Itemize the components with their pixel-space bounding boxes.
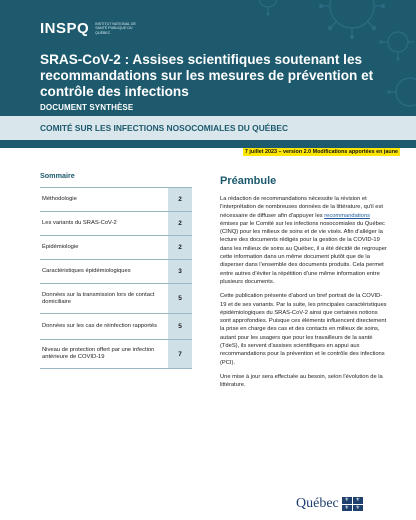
document-title: SRAS-CoV-2 : Assises scientifiques soutenant les recommandations sur les mesures de prévention et contrôle des infections — [40, 52, 374, 99]
header-banner — [0, 0, 416, 148]
fleur-de-lis-flag-icon: ⚜ ⚜ ⚜ ⚜ — [342, 497, 363, 511]
toc-item[interactable] — [40, 235, 192, 259]
toc-item-page: 5 — [168, 284, 192, 313]
preamble-heading: Préambule — [220, 175, 277, 187]
toc-item-page: 2 — [168, 212, 192, 235]
toc-item-label: Niveau de protection offert par une infection antérieure de COVID-19 — [42, 347, 155, 360]
toc-item[interactable] — [40, 339, 192, 369]
toc-item[interactable] — [40, 259, 192, 283]
logo-subtitle: INSTITUT NATIONAL DE SANTÉ PUBLIQUE DU QUÉBEC — [95, 21, 136, 35]
committee-name: COMITÉ SUR LES INFECTIONS NOSOCOMIALES DU QUÉBEC — [40, 123, 289, 133]
preamble-paragraph-1 — [220, 195, 388, 286]
preamble-paragraph-3: Une mise à jour sera effectuée au besoin, selon l'évolution de la littérature. — [220, 373, 383, 389]
logo-text: INSPQ — [40, 20, 90, 37]
recommendations-link[interactable]: recommandations — [324, 212, 370, 219]
toc-item-page: 7 — [168, 340, 192, 368]
toc-item[interactable] — [40, 313, 192, 339]
preamble-p1-text-b: émises par le Comité sur les infections nosocomiales du Québec (CINQ) pour les milieux de soins et de vie visés. Afin d'alléger la lecture des documents rédigés pour la gestion de la COVID-19 dans les milieux de soins au Québec, il a été décidé de regrouper cette information dans un même document plutôt que de la disperser dans l'ensemble des documents produits. Cela permet entre autres d'éviter la répétition d'une même information entre plusieurs documents. — [220, 220, 387, 285]
document-type: DOCUMENT SYNTHÈSE — [40, 103, 134, 112]
toc-heading: Sommaire — [40, 171, 75, 180]
toc-item-page: 3 — [168, 260, 192, 283]
toc-item[interactable] — [40, 211, 192, 235]
toc-item-page: 5 — [168, 314, 192, 339]
toc-item-label: Épidémiologie — [42, 244, 79, 250]
preamble-paragraph-2: Cette publication présente d'abord un bref portrait de la COVID-19 et de ses variants. Par la suite, les principales caractéristiques épidémiologiques du SRAS-CoV-2 ainsi que certaines notions sont approfondies. Puisque ces éléments influencent directement la prise en charge des cas et des contacts en milieux de soins, autant pour les usagers que pour les travailleurs de la santé (TdeS), ils servent d'assises scientifiques en appui aux recommandations pour la prévention et le contrôle des infections (PCI). — [220, 293, 387, 366]
toc-item-label: Les variants du SRAS-CoV-2 — [42, 220, 117, 226]
toc-item-label: Données sur les cas de réinfection rapportés — [42, 323, 158, 329]
quebec-wordmark: Québec — [296, 496, 339, 511]
quebec-logo — [296, 496, 363, 512]
preamble-section — [220, 175, 388, 396]
table-of-contents — [40, 171, 192, 369]
toc-item[interactable] — [40, 187, 192, 211]
toc-item-page: 2 — [168, 236, 192, 259]
toc-item-label: Données sur la transmission lors de contact domiciliaire — [42, 291, 155, 305]
preamble-p1-text-a: La rédaction de recommandations nécessite la révision et l'interprétation de nombreuses données de la littérature, qu'il est nécessaire de diffuser afin d'appuyer les — [220, 196, 383, 219]
toc-item-label: Caractéristiques épidémiologiques — [42, 268, 131, 274]
toc-item-label: Méthodologie — [42, 196, 77, 202]
toc-item[interactable] — [40, 283, 192, 313]
committee-band — [0, 116, 416, 140]
toc-item-page: 2 — [168, 188, 192, 211]
version-note: 7 juillet 2023 – version 2.0 Modifications apportées en jaune — [244, 149, 398, 155]
inspq-logo — [40, 20, 141, 37]
toc-list — [40, 187, 192, 369]
